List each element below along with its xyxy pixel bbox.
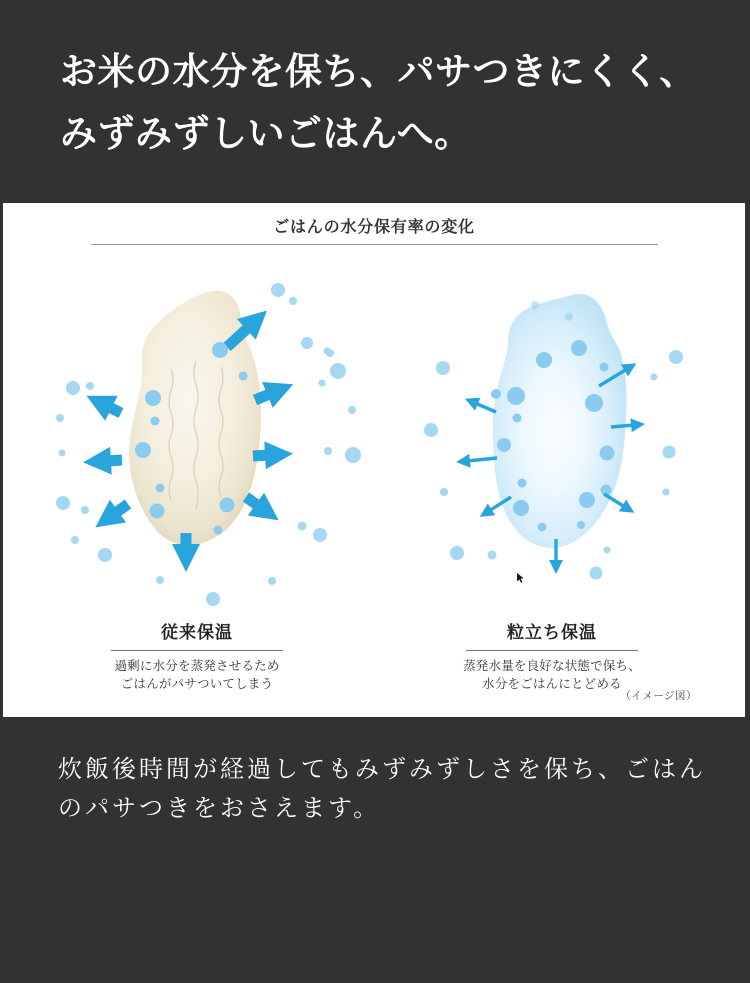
figure-title-rule: [91, 244, 658, 245]
mouse-cursor: [517, 573, 524, 583]
headline-line1: お米の水分を保ち、パサつきにくく、: [60, 52, 697, 93]
figure-title: ごはんの水分保有率の変化: [273, 219, 475, 236]
headline: [60, 42, 697, 166]
tsubudachi-label-block: [422, 618, 682, 693]
tsubudachi-label-rule: [466, 650, 638, 651]
footer-line2: のパサつきをおさえます。: [58, 795, 381, 822]
headline-line2: みずみずしいごはんへ。: [60, 114, 472, 155]
conventional-label: 従来保温: [161, 623, 233, 642]
tsubudachi-desc-line2: 水分をごはんにとどめる: [482, 676, 622, 691]
footer-text: [58, 750, 706, 828]
tsubudachi-keep-warm-illustration: [399, 255, 729, 605]
conventional-desc-line1: 過剰に水分を蒸発させるため: [114, 659, 280, 673]
conventional-label-block: [67, 618, 327, 693]
rice-grain-moist: [493, 294, 627, 548]
footer-line1: 炊飯後時間が経過してもみずみずしさを保ち、ごはん: [58, 756, 706, 783]
figure-panel: [3, 203, 745, 717]
image-note: （イメージ図）: [620, 690, 697, 702]
conventional-label-rule: [111, 650, 283, 651]
tsubudachi-desc-line1: 蒸発水量を良好な状態で保ち、: [463, 659, 641, 673]
tsubudachi-label: 粒立ち保温: [507, 623, 597, 642]
conventional-desc-line2: ごはんがパサついてしまう: [120, 676, 274, 691]
conventional-keep-warm-illustration: [44, 261, 374, 611]
